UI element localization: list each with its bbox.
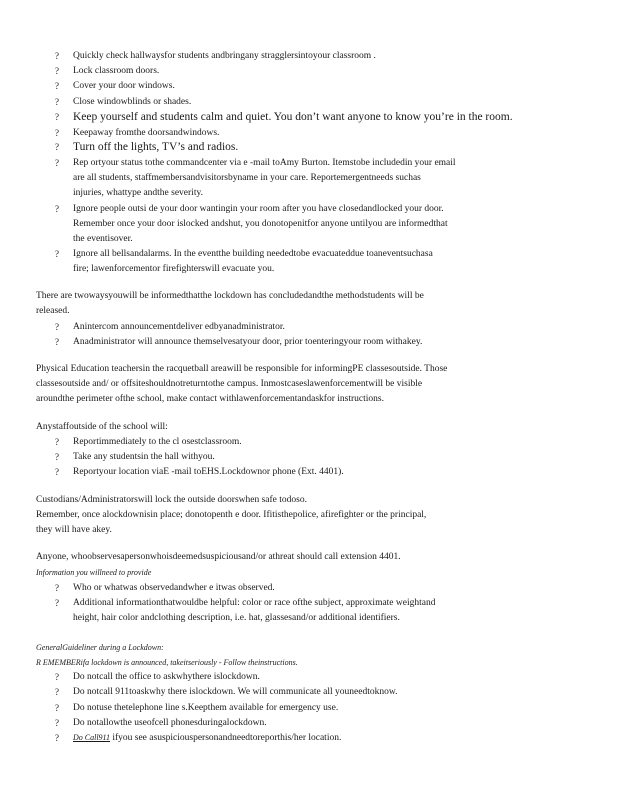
list-item-text: Take any studentsin the hall withyou. [73, 452, 215, 462]
list-item-text: fire; lawenforcementor firefighterswill evacuate you. [73, 264, 275, 274]
list-item-text: Keepaway fromthe doorsandwindows. [73, 128, 220, 138]
list-item-text: Cover your door windows. [73, 81, 175, 91]
bullet-icon: ? [55, 128, 59, 138]
list-item-text: Close windowblinds or shades. [73, 97, 192, 107]
bullet-icon: ? [55, 467, 59, 477]
bullet-icon: ? [55, 66, 59, 76]
list-item-text: Anadministrator will announce themselvesatyour door, prior toenteringyour room withakey. [73, 337, 423, 347]
bullet-icon: ? [55, 97, 59, 107]
paragraph-text: classesoutside and/ or offsiteshouldnotreturntothe campus. Inmostcaseslawenforcementwill be visible [36, 379, 423, 389]
list-item-text: Turn off the lights, TV’s and radios. [73, 141, 239, 153]
paragraph-text: Anyone, whoobservesapersonwhoisdeemedsuspiciousand/or athreat should call extension 4401. [36, 552, 401, 562]
bullet-icon: ? [55, 672, 59, 682]
list-item-text: Reportyour location viaE -mail toEHS.Lockdownor phone (Ext. 4401). [73, 467, 344, 477]
bullet-icon: ? [55, 158, 59, 168]
list-item-text: Remember once your door islocked andshut, you donotopenitfor anyone untilyou are informedthat [73, 219, 448, 229]
paragraph-text: Custodians/Administratorswill lock the outside doorswhen safe todoso. [36, 495, 307, 505]
list-item-text: injuries, whattype andthe severity. [73, 188, 203, 198]
paragraph-text: There are twowaysyouwill be informedthatthe lockdown has concludedandthe methodstudents will be [36, 291, 424, 301]
bullet-icon: ? [55, 703, 59, 713]
bullet-icon: ? [55, 51, 59, 61]
list-item-text: Lock classroom doors. [73, 66, 160, 76]
bullet-icon: ? [55, 142, 59, 152]
paragraph-text: Anystaffoutside of the school will: [36, 422, 168, 432]
list-item-text [73, 732, 341, 744]
list-item-text-rest: ifyou see asuspiciouspersonandneedtoreporthis/her location. [109, 733, 342, 743]
section-heading: Information you willneed to provide [36, 568, 152, 577]
list-item-text: Reportimmediately to the cl osestclassroom. [73, 437, 242, 447]
paragraph-text: released. [36, 306, 70, 316]
paragraph-text: Remember, once alockdownisin place; donotopenth e door. Ifitisthepolice, afirefighter or the principal, [36, 510, 427, 520]
bullet-icon: ? [55, 112, 59, 122]
list-item-text: Keep yourself and students calm and quiet. You don’t want anyone to know you’re in the room. [73, 111, 513, 123]
bullet-icon: ? [55, 733, 59, 743]
list-item-text: the eventisover. [73, 234, 133, 244]
list-item-text: Ignore all bellsandalarms. In the eventthe building neededtobe evacuateddue toaneventsuchasa [73, 249, 433, 259]
list-item-text: Quickly check hallwaysfor students andbringany stragglersintoyour classroom . [73, 51, 376, 61]
bullet-icon: ? [55, 249, 59, 259]
list-item-text: Who or whatwas observedandwher e itwas observed. [73, 583, 275, 593]
paragraph-text: they will have akey. [36, 525, 112, 535]
list-item-text: Do notcall the office to askwhythere islockdown. [73, 672, 260, 682]
bullet-icon: ? [55, 718, 59, 728]
bullet-icon: ? [55, 437, 59, 447]
paragraph-text: Physical Education teachersin the racquetball areawill be responsible for informingPE classesoutside. Those [36, 364, 448, 374]
remember-line: R EMEMBERifa lockdown is announced, takeitseriously - Follow theinstructions. [36, 658, 298, 667]
list-item-text: Do notuse thetelephone line s.Keepthem available for emergency use. [73, 703, 339, 713]
bullet-icon: ? [55, 452, 59, 462]
list-item-text: are all students, staffmembersandvisitorsbyname in your care. Reportemergentneeds suchas [73, 173, 421, 183]
bullet-icon: ? [55, 337, 59, 347]
bullet-icon: ? [55, 687, 59, 697]
bullet-icon: ? [55, 81, 59, 91]
bullet-icon: ? [55, 583, 59, 593]
list-item-text: Additional informationthatwouldbe helpful: color or race ofthe subject, approximate weightand [73, 598, 436, 608]
paragraph-text: aroundthe perimeter ofthe school, make contact withlawenforcementandaskfor instructions. [36, 394, 384, 404]
list-item-text: Do notcall 911toaskwhy there islockdown. We will communicate all youneedtoknow. [73, 687, 398, 697]
list-item-text: Anintercom announcementdeliver edbyanadministrator. [73, 322, 285, 332]
list-item-text: Do notallowthe useofcell phonesduringalockdown. [73, 718, 267, 728]
bullet-icon: ? [55, 598, 59, 608]
bullet-icon: ? [55, 322, 59, 332]
bullet-icon: ? [55, 204, 59, 214]
list-item-text: height, hair color andclothing description, i.e. hat, glassesand/or additional identifiers. [73, 613, 400, 623]
do-call-911-label: Do Call911 [73, 733, 110, 742]
list-item-text: Ignore people outsi de your door wantingin your room after you have closedandlocked your door. [73, 204, 444, 214]
list-item-text: Rep ortyour status tothe commandcenter via e -mail toAmy Burton. Itemstobe includedin your email [73, 158, 456, 168]
section-heading: GeneralGuideliner during a Lockdown: [36, 643, 164, 652]
